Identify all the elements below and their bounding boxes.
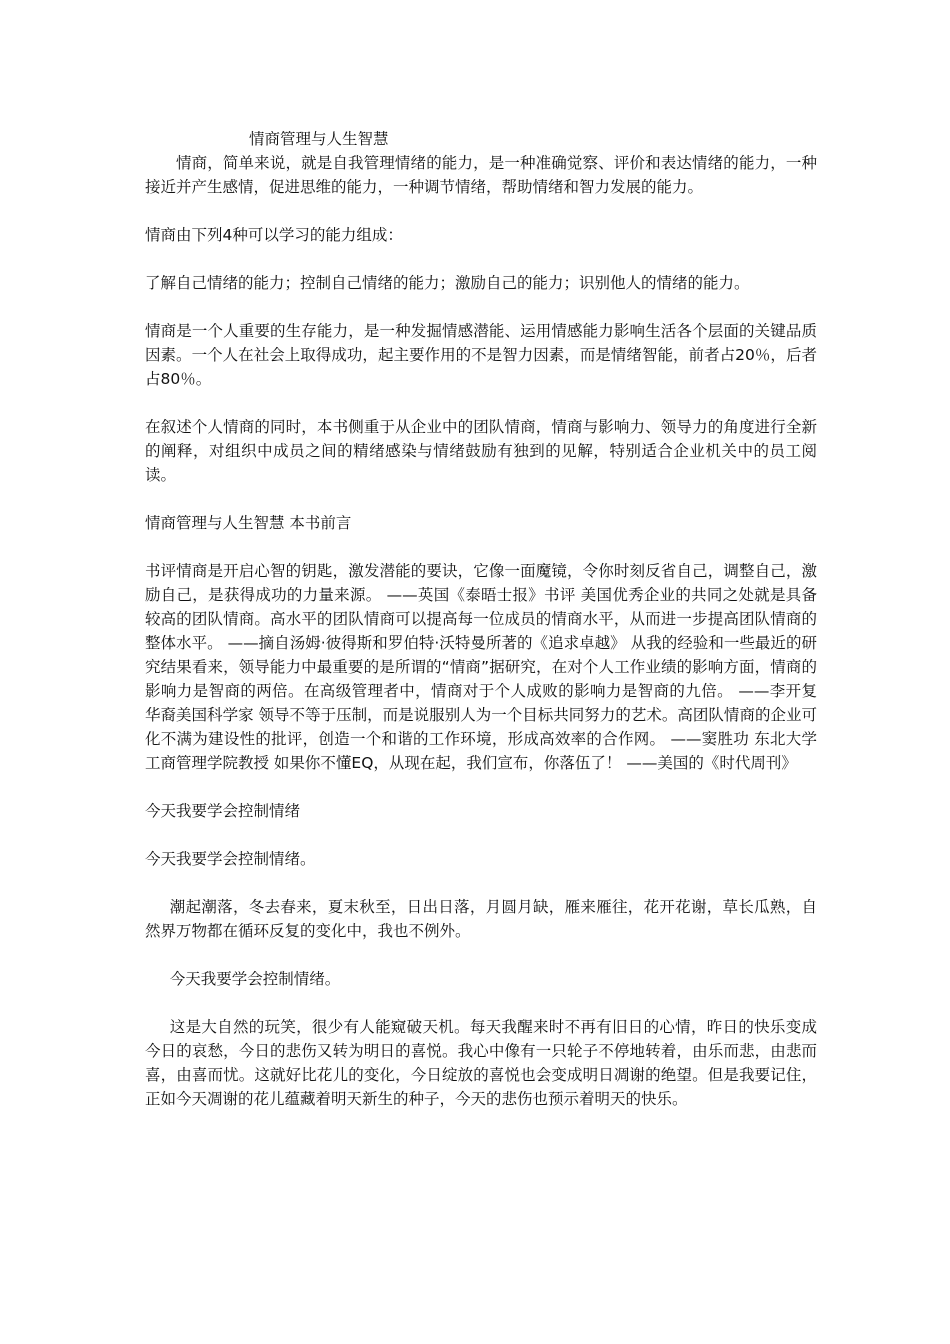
paragraph-spacer	[145, 295, 817, 319]
paragraph-four-abilities-intro: 情商由下列4种可以学习的能力组成：	[145, 226, 403, 244]
document-body	[145, 127, 817, 1111]
paragraph-book-reviews: 书评情商是开启心智的钥匙，激发潜能的要诀，它像一面魔镜，令你时刻反省自己，调整自己，激励自己，是获得成功的力量来源。 ——英国《泰晤士报》书评 美国优秀企业的共同之处就是具备较高的团队情商。高水平的团队情商可以提高每一位成员的情商水平，从而进一步提高团队情商的整体水平。 ——摘自汤姆·彼得斯和罗伯特·沃特曼所著的《追求卓越》 从我的经验和一些最近的研究结果看来，领导能力中最重要的是所谓的“情商”据研究，在对个人工作业绩的影响方面，情商的影响力是智商的两倍。在高级管理者中，情商对于个人成败的影响力是智商的九倍。 ——李开复 华裔美国科学家 领导不等于压制，而是说服别人为一个目标共同努力的艺术。高团队情商的企业可化不满为建设性的批评，创造一个和谐的工作环境，形成高效率的合作网。 ——窦胜功 东北大学工商管理学院教授 如果你不懂EQ，从现在起，我们宣布，你落伍了！ ——美国的《时代周刊》	[145, 562, 817, 772]
paragraph-four-abilities: 了解自己情绪的能力；控制自己情绪的能力；激励自己的能力；识别他人的情绪的能力。	[145, 274, 750, 292]
paragraph-spacer	[145, 487, 817, 511]
paragraph-spacer	[145, 943, 817, 967]
paragraph-control-emotions-2: 今天我要学会控制情绪。	[169, 970, 341, 988]
paragraph-spacer	[145, 823, 817, 847]
paragraph-nature-joke: 这是大自然的玩笑，很少有人能窥破天机。每天我醒来时不再有旧日的心情，昨日的快乐变成今日的哀愁，今日的悲伤又转为明日的喜悦。我心中像有一只轮子不停地转着，由乐而悲，由悲而喜，由喜而忧。这就好比花儿的变化，今日绽放的喜悦也会变成明日凋谢的绝望。但是我要记住，正如今天凋谢的花儿蕴藏着明天新生的种子，今天的悲伤也预示着明天的快乐。	[145, 1018, 817, 1108]
section-heading-control-emotions: 今天我要学会控制情绪	[145, 802, 301, 820]
document-title: 情商管理与人生智慧	[249, 130, 389, 148]
paragraph-control-emotions-1: 今天我要学会控制情绪。	[145, 850, 316, 868]
paragraph-spacer	[145, 991, 817, 1015]
paragraph-spacer	[145, 871, 817, 895]
paragraph-spacer	[145, 199, 817, 223]
paragraph-nature-cycle: 潮起潮落，冬去春来，夏末秋至，日出日落，月圆月缺，雁来雁往，花开花谢，草长瓜熟，自然界万物都在循环反复的变化中，我也不例外。	[145, 898, 817, 940]
paragraph-spacer	[145, 247, 817, 271]
paragraph-spacer	[145, 535, 817, 559]
paragraph-eq-importance: 情商是一个人重要的生存能力，是一种发掘情感潜能、运用情感能力影响生活各个层面的关键品质因素。一个人在社会上取得成功，起主要作用的不是智力因素，而是情绪智能，前者占20％，后者占80％。	[145, 322, 817, 388]
paragraph-book-focus: 在叙述个人情商的同时，本书侧重于从企业中的团队情商，情商与影响力、领导力的角度进行全新的阐释，对组织中成员之间的精绪感染与情绪鼓励有独到的见解，特别适合企业机关中的员工阅读。	[145, 418, 817, 484]
paragraph-eq-definition: 情商，简单来说，就是自我管理情绪的能力，是一种准确觉察、评价和表达情绪的能力，一种接近并产生感情，促进思维的能力，一种调节情绪，帮助情绪和智力发展的能力。	[145, 154, 817, 196]
paragraph-spacer	[145, 775, 817, 799]
section-heading-preface: 情商管理与人生智慧 本书前言	[145, 514, 352, 532]
paragraph-spacer	[145, 391, 817, 415]
